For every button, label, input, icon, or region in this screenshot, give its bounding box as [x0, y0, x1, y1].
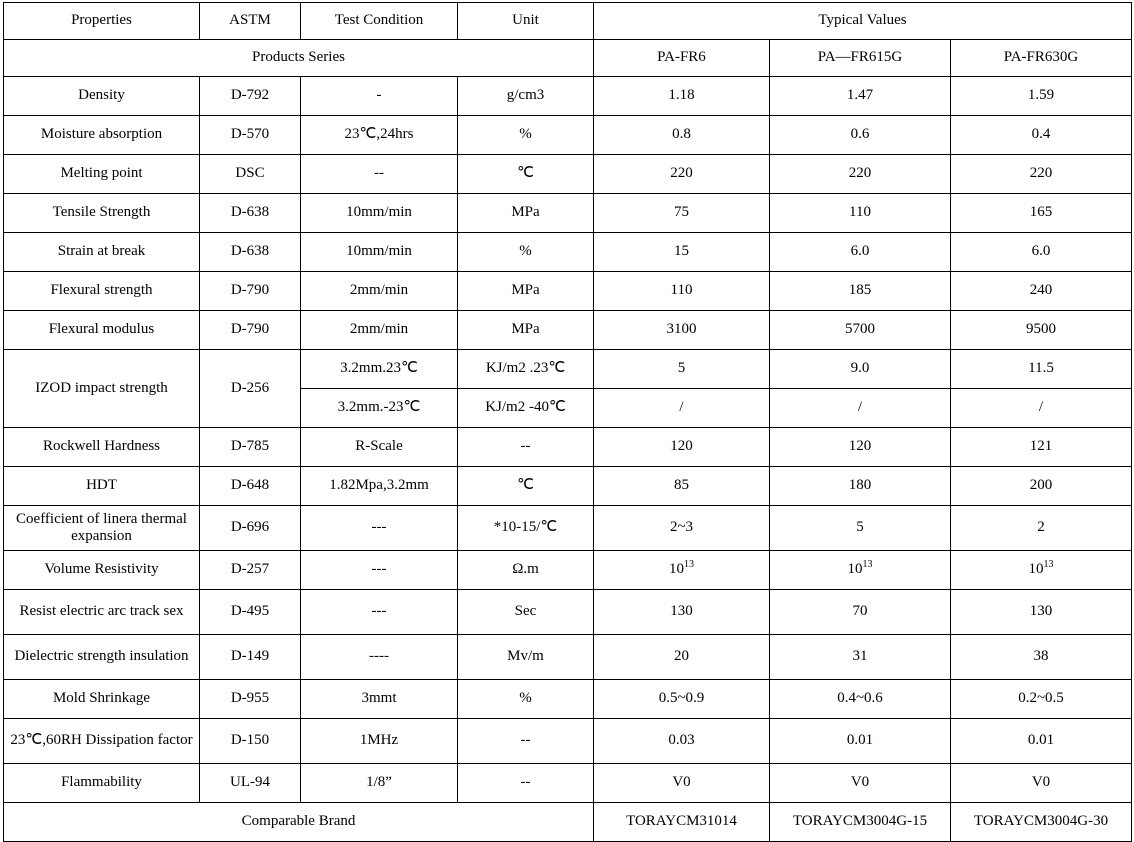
comparable-brand-label: Comparable Brand — [4, 803, 594, 842]
table-header-row — [4, 3, 1132, 40]
table-row — [4, 155, 1132, 194]
header-unit: Unit — [458, 3, 594, 40]
table-row — [4, 551, 1132, 590]
row-astm: DSC — [200, 155, 301, 194]
row-property: Flexural strength — [4, 272, 200, 311]
row-condition: -- — [301, 155, 458, 194]
row-astm: D-638 — [200, 194, 301, 233]
table-row — [4, 194, 1132, 233]
row-property: Resist electric arc track sex — [4, 590, 200, 635]
row-condition: ---- — [301, 635, 458, 680]
row-astm: UL-94 — [200, 764, 301, 803]
products-series-row — [4, 40, 1132, 77]
row-astm: D-648 — [200, 467, 301, 506]
row-astm: D-570 — [200, 116, 301, 155]
izod-value-1-2: 9.0 — [770, 350, 951, 389]
izod-row-1 — [4, 350, 1132, 389]
row-condition: 10mm/min — [301, 233, 458, 272]
row-condition: 2mm/min — [301, 311, 458, 350]
row-value-2: 70 — [770, 590, 951, 635]
row-value-2: 5700 — [770, 311, 951, 350]
izod-condition-2: 3.2mm.-23℃ — [301, 389, 458, 428]
row-value-1: 0.5~0.9 — [594, 680, 770, 719]
row-value-2: V0 — [770, 764, 951, 803]
row-condition: 2mm/min — [301, 272, 458, 311]
row-condition: 10mm/min — [301, 194, 458, 233]
row-unit: MPa — [458, 194, 594, 233]
row-value-3: V0 — [951, 764, 1132, 803]
header-properties: Properties — [4, 3, 200, 40]
row-condition: --- — [301, 506, 458, 551]
spec-sheet — [0, 2, 1134, 830]
row-condition: 1/8” — [301, 764, 458, 803]
row-value-1: 110 — [594, 272, 770, 311]
izod-astm: D-256 — [200, 350, 301, 428]
row-condition: 1.82Mpa,3.2mm — [301, 467, 458, 506]
row-astm: D-790 — [200, 272, 301, 311]
row-value-1 — [594, 551, 770, 590]
row-unit: Sec — [458, 590, 594, 635]
row-value-1: 15 — [594, 233, 770, 272]
table-row — [4, 719, 1132, 764]
row-property: Volume Resistivity — [4, 551, 200, 590]
izod-condition-1: 3.2mm.23℃ — [301, 350, 458, 389]
table-row — [4, 590, 1132, 635]
row-value-3: 0.4 — [951, 116, 1132, 155]
row-value-3: 121 — [951, 428, 1132, 467]
row-value-3: 6.0 — [951, 233, 1132, 272]
row-value-2: 0.01 — [770, 719, 951, 764]
table-row — [4, 233, 1132, 272]
value-exponent: 13 — [1043, 559, 1054, 571]
row-value-2: 6.0 — [770, 233, 951, 272]
row-unit: -- — [458, 719, 594, 764]
value-exponent: 13 — [862, 559, 873, 571]
izod-unit-1: KJ/m2 .23℃ — [458, 350, 594, 389]
row-value-2: 1.47 — [770, 77, 951, 116]
row-unit: MPa — [458, 272, 594, 311]
row-condition: R-Scale — [301, 428, 458, 467]
row-value-2: 5 — [770, 506, 951, 551]
value-base: 10 — [669, 561, 684, 578]
comparable-brand-value-1: TORAYCM31014 — [594, 803, 770, 842]
row-property: Flexural modulus — [4, 311, 200, 350]
row-property: HDT — [4, 467, 200, 506]
row-value-1: V0 — [594, 764, 770, 803]
row-property: Melting point — [4, 155, 200, 194]
row-unit: % — [458, 233, 594, 272]
row-value-3: 9500 — [951, 311, 1132, 350]
value-base: 10 — [1028, 561, 1044, 578]
row-value-3: 130 — [951, 590, 1132, 635]
izod-value-2-2: / — [770, 389, 951, 428]
row-value-3: 0.2~0.5 — [951, 680, 1132, 719]
row-value-1: 20 — [594, 635, 770, 680]
row-value-1: 0.03 — [594, 719, 770, 764]
row-property: Moisture absorption — [4, 116, 200, 155]
row-value-1: 120 — [594, 428, 770, 467]
row-value-2: 0.4~0.6 — [770, 680, 951, 719]
izod-property: IZOD impact strength — [4, 350, 200, 428]
row-unit: MPa — [458, 311, 594, 350]
table-row — [4, 680, 1132, 719]
row-unit: % — [458, 116, 594, 155]
row-value-1: 1.18 — [594, 77, 770, 116]
row-property: Density — [4, 77, 200, 116]
table-row — [4, 467, 1132, 506]
table-row — [4, 116, 1132, 155]
row-property: Tensile Strength — [4, 194, 200, 233]
row-value-2: 120 — [770, 428, 951, 467]
row-value-3: 2 — [951, 506, 1132, 551]
row-astm: D-149 — [200, 635, 301, 680]
comparable-brand-value-2: TORAYCM3004G-15 — [770, 803, 951, 842]
row-condition: 3mmt — [301, 680, 458, 719]
product-column-2: PA—FR615G — [770, 40, 951, 77]
table-row — [4, 764, 1132, 803]
row-value-3: 0.01 — [951, 719, 1132, 764]
izod-unit-2: KJ/m2 -40℃ — [458, 389, 594, 428]
row-condition: --- — [301, 590, 458, 635]
value-base: 10 — [847, 561, 863, 578]
product-column-1: PA-FR6 — [594, 40, 770, 77]
row-astm: D-696 — [200, 506, 301, 551]
row-value-1: 220 — [594, 155, 770, 194]
row-condition: --- — [301, 551, 458, 590]
row-value-3 — [951, 551, 1132, 590]
header-astm: ASTM — [200, 3, 301, 40]
row-value-3: 220 — [951, 155, 1132, 194]
row-value-2: 0.6 — [770, 116, 951, 155]
row-value-2: 110 — [770, 194, 951, 233]
row-property: 23℃,60RH Dissipation factor — [4, 719, 200, 764]
row-value-1: 2~3 — [594, 506, 770, 551]
products-series-label: Products Series — [4, 40, 594, 77]
table-row — [4, 428, 1132, 467]
row-astm: D-257 — [200, 551, 301, 590]
row-unit: % — [458, 680, 594, 719]
row-unit: Mv/m — [458, 635, 594, 680]
izod-value-2-3: / — [951, 389, 1132, 428]
row-unit: -- — [458, 428, 594, 467]
row-property: Rockwell Hardness — [4, 428, 200, 467]
row-value-3: 240 — [951, 272, 1132, 311]
row-unit: -- — [458, 764, 594, 803]
row-value-1: 75 — [594, 194, 770, 233]
row-astm: D-792 — [200, 77, 301, 116]
row-condition: 23℃,24hrs — [301, 116, 458, 155]
row-property: Dielectric strength insulation — [4, 635, 200, 680]
row-value-1: 0.8 — [594, 116, 770, 155]
izod-value-2-1: / — [594, 389, 770, 428]
row-unit: ℃ — [458, 155, 594, 194]
row-value-2: 180 — [770, 467, 951, 506]
row-value-3: 200 — [951, 467, 1132, 506]
row-unit: Ω.m — [458, 551, 594, 590]
row-astm: D-785 — [200, 428, 301, 467]
row-unit: *10-15/℃ — [458, 506, 594, 551]
header-typical-values: Typical Values — [594, 3, 1132, 40]
izod-value-1-3: 11.5 — [951, 350, 1132, 389]
header-test-condition: Test Condition — [301, 3, 458, 40]
row-value-3: 1.59 — [951, 77, 1132, 116]
row-condition: 1MHz — [301, 719, 458, 764]
row-astm: D-790 — [200, 311, 301, 350]
row-value-2: 220 — [770, 155, 951, 194]
row-property: Strain at break — [4, 233, 200, 272]
row-astm: D-955 — [200, 680, 301, 719]
row-value-1: 85 — [594, 467, 770, 506]
row-value-2: 31 — [770, 635, 951, 680]
row-value-2 — [770, 551, 951, 590]
row-property: Mold Shrinkage — [4, 680, 200, 719]
table-row — [4, 77, 1132, 116]
row-value-3: 165 — [951, 194, 1132, 233]
row-value-2: 185 — [770, 272, 951, 311]
row-unit: g/cm3 — [458, 77, 594, 116]
table-row — [4, 635, 1132, 680]
comparable-brand-value-3: TORAYCM3004G-30 — [951, 803, 1132, 842]
row-condition: - — [301, 77, 458, 116]
row-astm: D-150 — [200, 719, 301, 764]
row-unit: ℃ — [458, 467, 594, 506]
izod-value-1-1: 5 — [594, 350, 770, 389]
row-value-1: 130 — [594, 590, 770, 635]
table-row — [4, 272, 1132, 311]
row-astm: D-638 — [200, 233, 301, 272]
table-row — [4, 311, 1132, 350]
comparable-brand-row — [4, 803, 1132, 842]
row-value-3: 38 — [951, 635, 1132, 680]
row-value-1: 3100 — [594, 311, 770, 350]
row-property: Coefficient of linera thermal expansion — [4, 506, 200, 551]
properties-table — [3, 2, 1132, 842]
value-exponent: 13 — [684, 559, 694, 571]
product-column-3: PA-FR630G — [951, 40, 1132, 77]
row-astm: D-495 — [200, 590, 301, 635]
row-property: Flammability — [4, 764, 200, 803]
table-row — [4, 506, 1132, 551]
